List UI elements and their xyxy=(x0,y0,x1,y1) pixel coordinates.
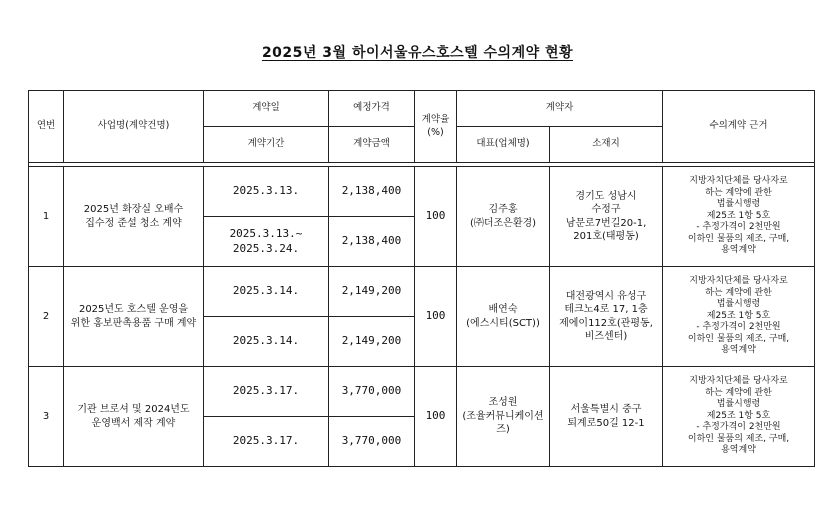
row-project: 2025년 화장실 오배수 집수정 준설 청소 계약 xyxy=(64,167,204,267)
row-estimated-price: 2,138,400 xyxy=(329,167,415,217)
table-row xyxy=(29,167,815,217)
row-contract-period: 2025.3.14. xyxy=(204,317,329,367)
header-row-1 xyxy=(29,91,815,127)
row-representative: 김주홍 (㈜더조은환경) xyxy=(457,167,550,267)
header-estimated-price: 예정가격 xyxy=(329,91,415,127)
row-rate: 100 xyxy=(415,267,457,367)
row-contract-amount: 2,149,200 xyxy=(329,317,415,367)
header-representative: 대표(업체명) xyxy=(457,127,550,163)
row-basis: 지방자치단체를 당사자로 하는 계약에 관한 법률시행령 제25조 1항 5호 - 추정가격이 2천만원 이하인 물품의 제조, 구매, 용역계약 xyxy=(663,367,815,467)
row-no: 3 xyxy=(29,367,64,467)
row-rate: 100 xyxy=(415,167,457,267)
row-address: 경기도 성남시 수정구 남문로7번길20-1, 201호(태평동) xyxy=(550,167,663,267)
row-address: 대전광역시 유성구 테크노4로 17, 1층 제에이112호(관평동, 비즈센터) xyxy=(550,267,663,367)
row-no: 1 xyxy=(29,167,64,267)
row-estimated-price: 2,149,200 xyxy=(329,267,415,317)
header-rate: 계약율 (%) xyxy=(415,91,457,163)
table-row xyxy=(29,267,815,317)
row-contract-amount: 2,138,400 xyxy=(329,217,415,267)
row-basis: 지방자치단체를 당사자로 하는 계약에 관한 법률시행령 제25조 1항 5호 - 추정가격이 2천만원 이하인 물품의 제조, 구매, 용역계약 xyxy=(663,167,815,267)
row-contract-period: 2025.3.13.~ 2025.3.24. xyxy=(204,217,329,267)
row-representative: 배연숙 (에스시티(SCT)) xyxy=(457,267,550,367)
header-basis: 수의계약 근거 xyxy=(663,91,815,163)
header-project: 사업명(계약건명) xyxy=(64,91,204,163)
row-contract-date: 2025.3.14. xyxy=(204,267,329,317)
page-title: 2025년 3월 하이서울유스호스텔 수의계약 현황 xyxy=(261,45,574,61)
row-contract-date: 2025.3.13. xyxy=(204,167,329,217)
row-rate: 100 xyxy=(415,367,457,467)
row-project: 기관 브로셔 및 2024년도 운영백서 제작 계약 xyxy=(64,367,204,467)
row-no: 2 xyxy=(29,267,64,367)
table-row xyxy=(29,367,815,417)
header-contract-period: 계약기간 xyxy=(204,127,329,163)
row-contract-amount: 3,770,000 xyxy=(329,417,415,467)
row-estimated-price: 3,770,000 xyxy=(329,367,415,417)
row-address: 서울특별시 중구 퇴계로50길 12-1 xyxy=(550,367,663,467)
row-contract-period: 2025.3.17. xyxy=(204,417,329,467)
header-contract-amount: 계약금액 xyxy=(329,127,415,163)
row-project: 2025년도 호스텔 운영을 위한 홍보판촉용품 구매 계약 xyxy=(64,267,204,367)
row-contract-date: 2025.3.17. xyxy=(204,367,329,417)
row-representative: 조성원 (조율커뮤니케이션즈) xyxy=(457,367,550,467)
contract-table xyxy=(28,90,815,467)
header-contract-date: 계약일 xyxy=(204,91,329,127)
header-contractor: 계약자 xyxy=(457,91,663,127)
header-address: 소재지 xyxy=(550,127,663,163)
header-no: 연번 xyxy=(29,91,64,163)
row-basis: 지방자치단체를 당사자로 하는 계약에 관한 법률시행령 제25조 1항 5호 - 추정가격이 2천만원 이하인 물품의 제조, 구매, 용역계약 xyxy=(663,267,815,367)
